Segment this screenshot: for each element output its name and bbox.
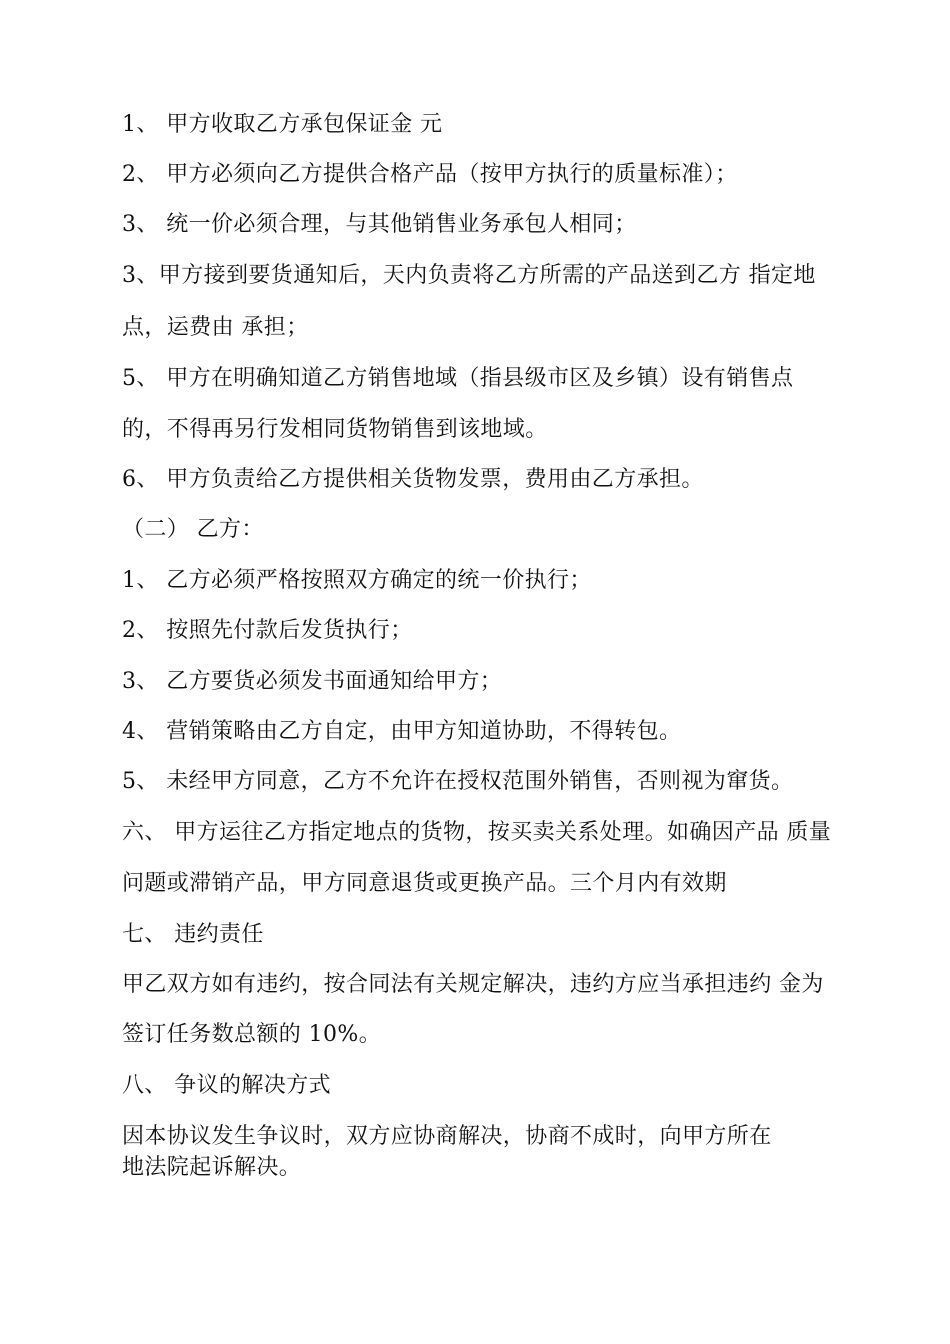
clause-6-invoice: 6、 甲方负责给乙方提供相关货物发票，费用由乙方承担。 [122, 467, 704, 492]
section-6-goods-cont: 问题或滞销产品，甲方同意退货或更换产品。三个月内有效期 [122, 871, 727, 896]
section-6-goods: 六、 甲方运往乙方指定地点的货物，按买卖关系处理。如确因产品 质量 [122, 820, 832, 845]
section-7-heading: 七、 违约责任 [122, 922, 264, 947]
party-b-clause-4: 4、 营销策略由乙方自定，由甲方知道协助，不得转包。 [122, 719, 682, 744]
clause-1-deposit: 1、 甲方收取乙方承包保证金 元 [122, 112, 443, 137]
clause-3-delivery: 3、甲方接到要货通知后，天内负责将乙方所需的产品送到乙方 指定地 [122, 263, 816, 288]
section-party-b-heading: （二） 乙方： [122, 517, 264, 542]
party-b-clause-3: 3、 乙方要货必须发书面通知给甲方； [122, 669, 503, 694]
clause-5-sales-region: 5、 甲方在明确知道乙方销售地域（指县级市区及乡镇）设有销售点 [122, 366, 794, 391]
section-7-breach-cont: 签订任务数总额的 10%。 [122, 1022, 382, 1047]
clause-2-qualified-products: 2、 甲方必须向乙方提供合格产品（按甲方执行的质量标准）； [122, 162, 738, 187]
party-b-clause-2: 2、 按照先付款后发货执行； [122, 618, 413, 643]
party-b-clause-1: 1、 乙方必须严格按照双方确定的统一价执行； [122, 568, 592, 593]
section-8-dispute: 因本协议发生争议时，双方应协商解决，协商不成时，向甲方所在 [122, 1124, 772, 1149]
section-8-dispute-cont: 地法院起诉解决。 [122, 1155, 302, 1180]
section-7-breach: 甲乙双方如有违约，按合同法有关规定解决，违约方应当承担违约 金为 [122, 972, 824, 997]
party-b-clause-5: 5、 未经甲方同意，乙方不允许在授权范围外销售，否则视为窜货。 [122, 769, 794, 794]
clause-5-sales-region-cont: 的，不得再另行发相同货物销售到该地域。 [122, 417, 548, 442]
clause-3-unified-price: 3、 统一价必须合理，与其他销售业务承包人相同； [122, 212, 637, 237]
section-8-heading: 八、 争议的解决方式 [122, 1073, 331, 1098]
clause-3-delivery-cont: 点，运费由 承担； [122, 315, 309, 340]
